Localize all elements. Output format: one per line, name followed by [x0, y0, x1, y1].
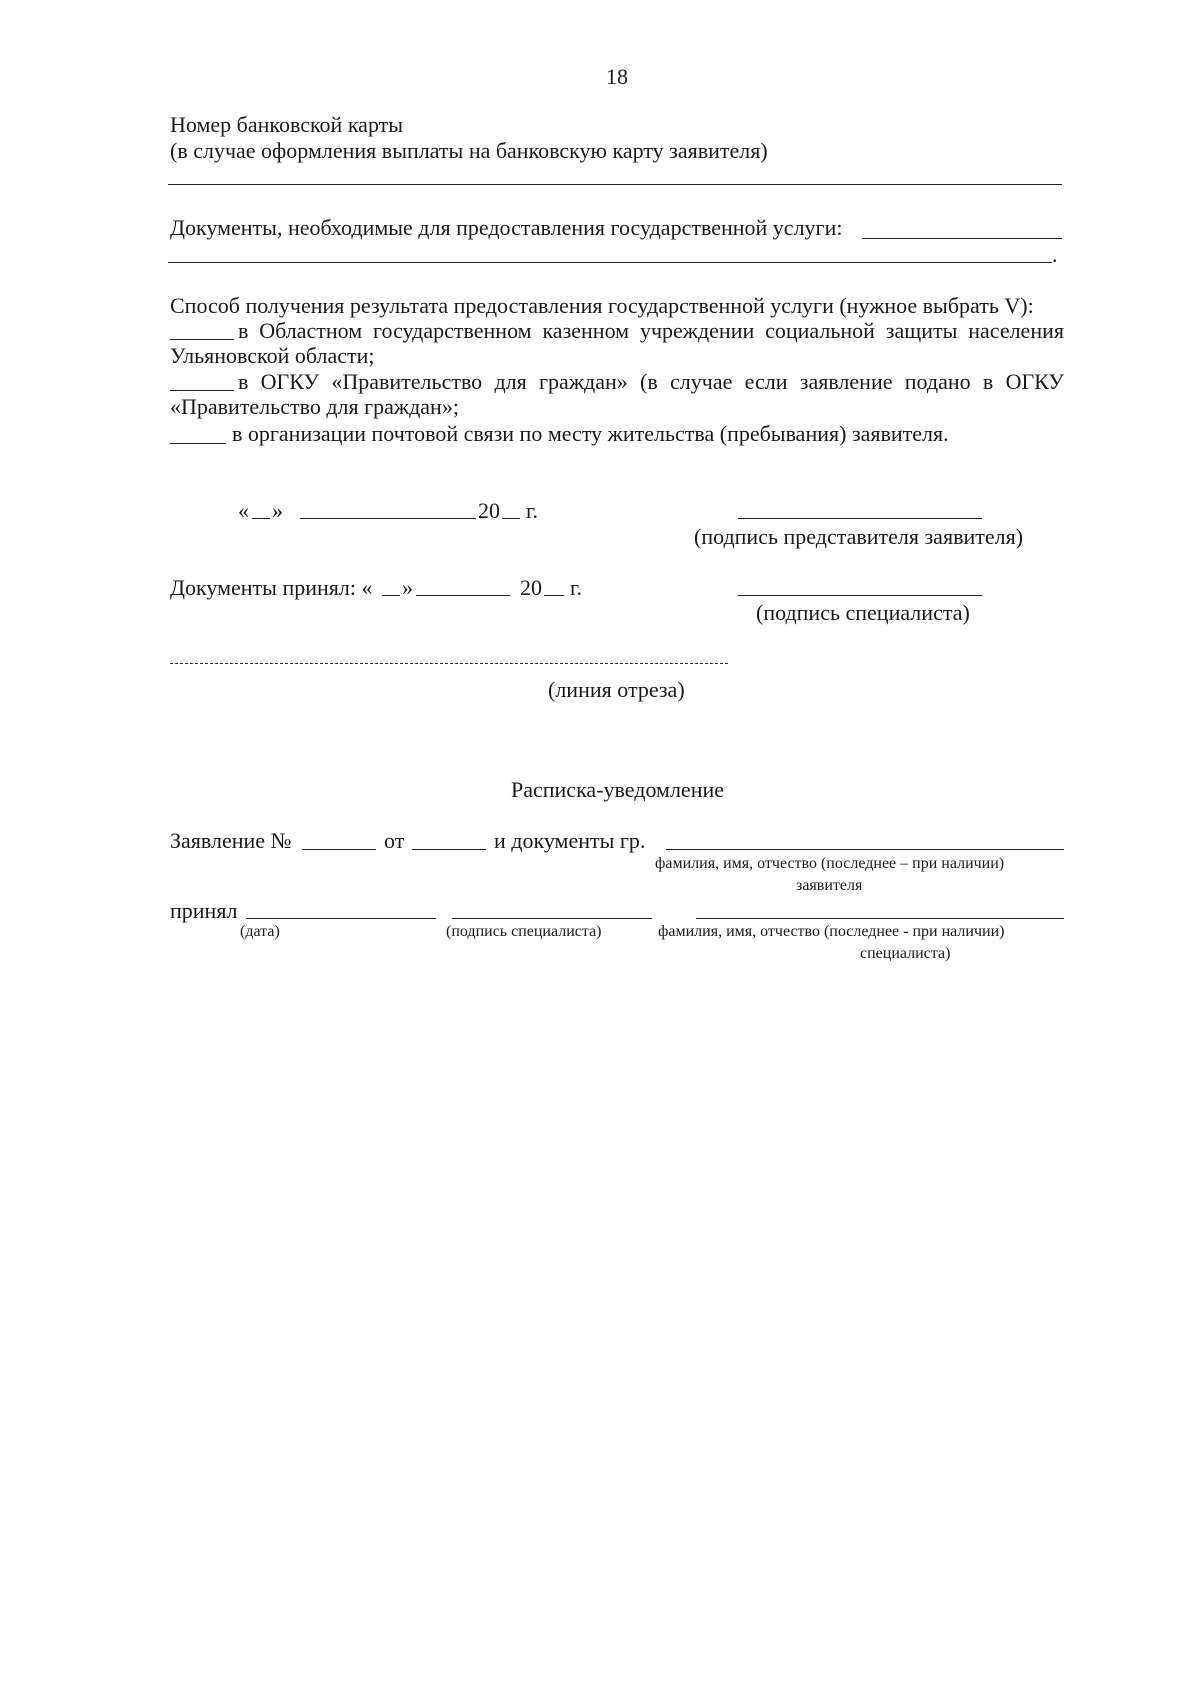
method-heading: Способ получения результата предоставления государственной услуги (нужное выбрать V):: [170, 293, 1034, 318]
statement-number-field[interactable]: [302, 849, 376, 850]
receipt-date-field[interactable]: [246, 918, 436, 919]
docs-label: и документы гр.: [494, 828, 646, 853]
sig-year-suffix: г.: [526, 498, 539, 523]
option3-checkbox[interactable]: [170, 443, 226, 444]
statement-label: Заявление №: [170, 828, 292, 853]
from-label: от: [384, 828, 405, 853]
specialist-signature-caption: (подпись специалиста): [756, 600, 970, 625]
applicant-name-caption-1: фамилия, имя, отчество (последнее – при наличии): [655, 855, 1005, 872]
cut-line-label: (линия отреза): [548, 677, 685, 702]
option3-text: в организации почтовой связи по месту жительства (пребывания) заявителя.: [232, 421, 949, 446]
accepted-year-field[interactable]: [544, 595, 564, 596]
accepted-year-prefix: 20: [520, 575, 542, 600]
sig-open-quote: «: [238, 498, 249, 523]
card-note: (в случае оформления выплаты на банковскую карту заявителя): [170, 138, 768, 163]
sig-year-prefix: 20: [478, 498, 500, 523]
cut-line: [170, 663, 728, 664]
specialist-name-caption-2: специалиста): [860, 945, 951, 962]
option2-text-a: в ОГКУ «Правительство для граждан» (в случае если заявление подано в ОГКУ: [238, 369, 1064, 394]
accepted-month-field[interactable]: [416, 595, 510, 596]
statement-date-field[interactable]: [412, 849, 486, 850]
documents-label: Документы, необходимые для предоставления государственной услуги:: [170, 215, 843, 240]
specialist-name-field[interactable]: [696, 918, 1064, 919]
sig-year-field[interactable]: [502, 518, 520, 519]
receipt-signature-field[interactable]: [452, 918, 652, 919]
documents-field-1[interactable]: [862, 238, 1062, 239]
date-caption: (дата): [240, 923, 280, 940]
sig-close-quote: »: [272, 498, 283, 523]
option1-checkbox[interactable]: [170, 339, 234, 340]
accepted-by-label: принял: [170, 898, 238, 923]
documents-end: .: [1052, 242, 1058, 267]
page-number: 18: [606, 64, 628, 89]
card-title: Номер банковской карты: [170, 112, 404, 137]
accepted-year-suffix: г.: [570, 575, 583, 600]
option1-text-b: Ульяновской области;: [170, 343, 375, 368]
specialist-name-caption-1: фамилия, имя, отчество (последнее - при наличии): [658, 923, 1005, 940]
card-number-field[interactable]: [168, 184, 1062, 185]
sig-day-field[interactable]: [252, 518, 270, 519]
option2-checkbox[interactable]: [170, 390, 234, 391]
representative-signature-caption: (подпись представителя заявителя): [694, 524, 1024, 549]
representative-signature-field[interactable]: [738, 518, 982, 519]
applicant-name-field[interactable]: [666, 849, 1064, 850]
option2-text-b: «Правительство для граждан»;: [170, 394, 459, 419]
option1-text-a: в Областном государственном казенном учреждении социальной защиты населения: [238, 318, 1064, 343]
receipt-title: Расписка-уведомление: [511, 777, 725, 802]
specialist-signature-field[interactable]: [738, 595, 982, 596]
sign-caption: (подпись специалиста): [446, 923, 602, 940]
sig-month-field[interactable]: [300, 518, 476, 519]
accepted-day-field[interactable]: [382, 595, 400, 596]
accepted-label: Документы принял: «: [170, 575, 373, 600]
documents-field-2[interactable]: [168, 262, 1052, 263]
applicant-name-caption-2: заявителя: [796, 877, 863, 894]
accepted-close-quote: »: [402, 575, 413, 600]
